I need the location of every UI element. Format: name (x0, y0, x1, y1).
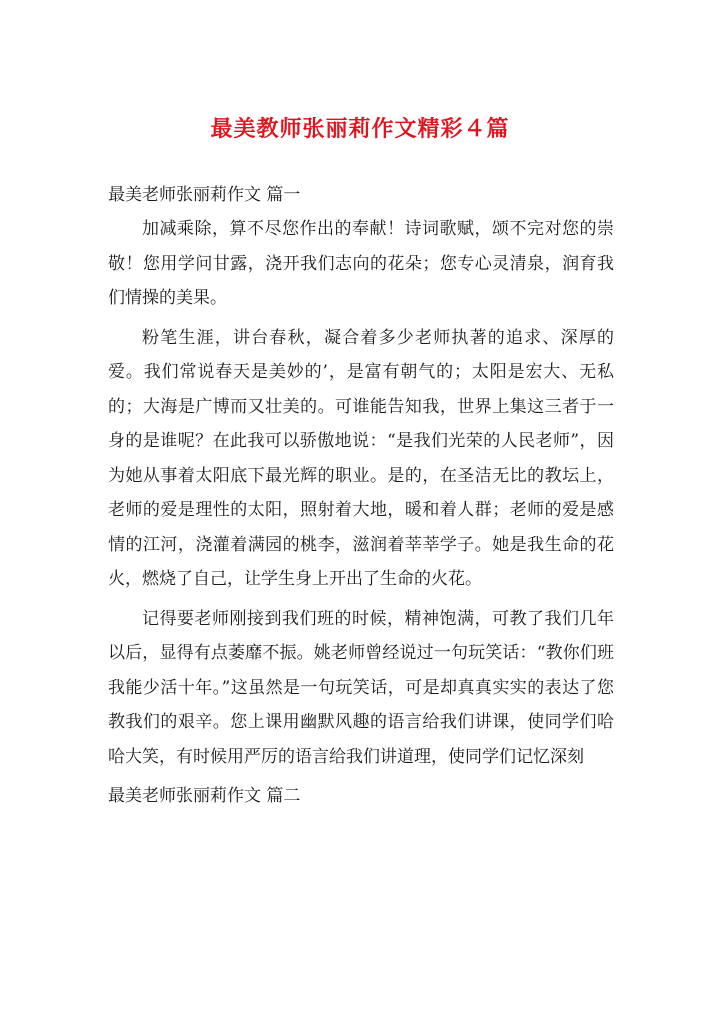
section-1 (108, 178, 614, 774)
section-heading: 最美老师张丽莉作文 篇二 (108, 786, 301, 806)
document-body (108, 178, 614, 813)
paragraph: 记得要老师刚接到我们班的时候，精神饱满，可教了我们几年以后，显得有点萎靡不振。姚老师曾经说过一句玩笑话：“教你们班我能少活十年。”这虽然是一句玩笑话，可是却真真实实的表达了您教我们的艰辛。您上课用幽默风趣的语言给我们讲课，使同学们哈哈大笑，有时候用严厉的语言给我们讲道理，使同学们记忆深刻 (108, 608, 614, 767)
paragraph: 粉笔生涯，讲台春秋，凝合着多少老师执著的追求、深厚的爱。我们常说春天是美妙的’，是富有朝气的；太阳是宏大、无私的；大海是广博而又壮美的。可谁能告知我，世界上集这三者于一身的是谁呢？在此我可以骄傲地说：“是我们光荣的人民老师”，因为她从事着太阳底下最光辉的职业。是的，在圣洁无比的教坛上，老师的爱是理性的太阳，照射着大地，暖和着人群；老师的爱是感情的江河，浇灌着满园的桃李，滋润着莘莘学子。她是我生命的花火，燃烧了自己，让学生身上开出了生命的火花。 (108, 327, 614, 589)
section-heading: 最美老师张丽莉作文 篇一 (108, 185, 301, 205)
section-2 (108, 779, 614, 813)
document-title: 最美教师张丽莉作文精彩４篇 (210, 116, 510, 142)
paragraph: 加减乘除，算不尽您作出的奉献！诗词歌赋，颂不完对您的崇敬！您用学问甘露，浇开我们志向的花朵；您专心灵清泉，润育我们情操的美果。 (108, 219, 614, 308)
